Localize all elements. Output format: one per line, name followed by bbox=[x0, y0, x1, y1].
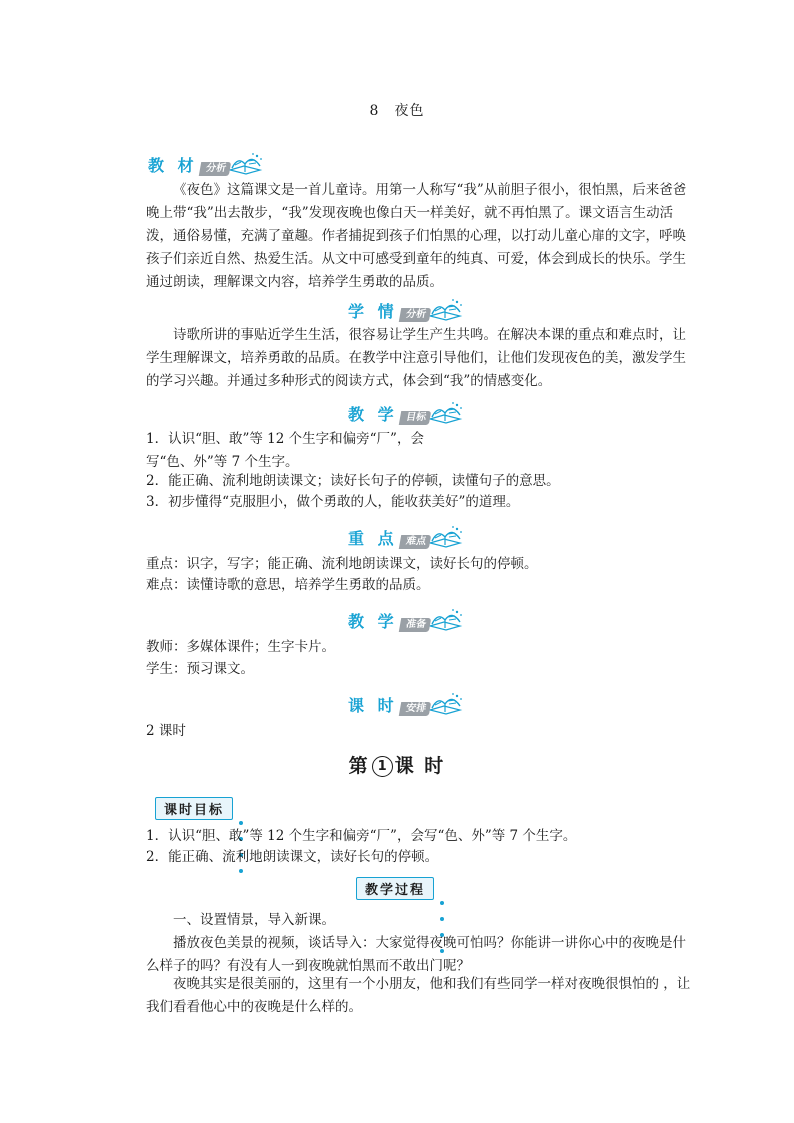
period-goal-line: 2．能正确、流利地朗读课文，读好长句的停顿。 bbox=[146, 849, 439, 865]
section-header-main: 学 情 bbox=[348, 302, 398, 321]
open-book-icon bbox=[426, 399, 466, 425]
section-header-student-analysis bbox=[348, 296, 466, 322]
section-header-textbook-analysis bbox=[148, 150, 266, 176]
section-header-tag: 分析 bbox=[398, 308, 430, 322]
section-header-key-points bbox=[348, 523, 466, 549]
open-book-icon bbox=[426, 690, 466, 716]
teaching-process-label: 教学过程 bbox=[356, 877, 434, 900]
difficulty-line: 难点：读懂诗歌的意思，培养学生勇敢的品质。 bbox=[146, 577, 430, 593]
open-book-icon bbox=[226, 150, 266, 176]
section-header-main: 课 时 bbox=[348, 696, 398, 715]
process-step-heading: 一、设置情景，导入新课。 bbox=[173, 912, 335, 928]
goal-line: 2．能正确、流利地朗读课文；读好长句子的停顿，读懂句子的意思。 bbox=[146, 473, 560, 489]
section-header-main: 教 学 bbox=[348, 405, 398, 424]
teaching-process-header bbox=[356, 877, 434, 900]
section-header-tag: 难点 bbox=[398, 535, 430, 549]
lesson-prefix: 第 bbox=[348, 755, 370, 777]
goal-line: 写“色、外”等 7 个生字。 bbox=[146, 454, 299, 470]
process-paragraph: 播放夜色美景的视频，谈话导入：大家觉得夜晚可怕吗？你能讲一讲你心中的夜晚是什么样子的吗？有没有人一到夜晚就怕黑而不敢出门呢？ bbox=[146, 935, 686, 974]
textbook-analysis-paragraph: 《夜色》这篇课文是一首儿童诗。用第一人称写“我”从前胆子很小，很怕黑，后来爸爸晚上带“我”出去散步，“我”发现夜晚也像白天一样美好，就不再怕黑了。课文语言生动活泼，通俗易懂，充满了童趣。作者捕捉到孩子们怕黑的心理，以打动儿童心扉的文字，呼唤孩子们亲近自然、热爱生活。从文中可感受到童年的纯真、可爱，体会到成长的快乐。学生通过朗读，理解课文内容，培养学生勇敢的品质。 bbox=[146, 182, 687, 290]
section-header-tag: 准备 bbox=[398, 618, 430, 632]
period-goals-label: 课时目标 bbox=[155, 797, 233, 820]
goal-line: 3．初步懂得“克服胆小，做个勇敢的人，能收获美好”的道理。 bbox=[146, 494, 520, 510]
lesson-heading bbox=[0, 751, 794, 778]
lesson-suffix: 课 时 bbox=[394, 755, 446, 777]
open-book-icon bbox=[426, 606, 466, 632]
section-header-preparation bbox=[348, 606, 466, 632]
preparation-line: 学生：预习课文。 bbox=[146, 661, 254, 677]
preparation-line: 教师：多媒体课件；生字卡片。 bbox=[146, 639, 335, 655]
schedule-text: 2 课时 bbox=[146, 723, 186, 739]
lesson-number-circle: 1 bbox=[372, 756, 393, 777]
section-header-main: 教 学 bbox=[348, 612, 398, 631]
key-point-line: 重点：识字，写字；能正确、流利地朗读课文，读好长句的停顿。 bbox=[146, 556, 538, 572]
section-header-main: 教 材 bbox=[148, 156, 198, 175]
open-book-icon bbox=[426, 296, 466, 322]
section-header-tag: 分析 bbox=[198, 162, 230, 176]
section-header-tag: 目标 bbox=[398, 411, 430, 425]
section-header-teaching-goals bbox=[348, 399, 466, 425]
page-title: 8 夜色 bbox=[369, 103, 425, 119]
process-paragraph: 夜晚其实是很美丽的，这里有一个小朋友，他和我们有些同学一样对夜晚很惧怕的 ，让我们看看他心中的夜晚是什么样的。 bbox=[146, 976, 691, 1015]
open-book-icon bbox=[426, 523, 466, 549]
section-header-schedule bbox=[348, 690, 466, 716]
period-goals-header bbox=[155, 797, 233, 820]
period-goal-line: 1．认识“胆、敢”等 12 个生字和偏旁“厂”，会写“色、外”等 7 个生字。 bbox=[146, 828, 577, 844]
student-analysis-paragraph: 诗歌所讲的事贴近学生生活，很容易让学生产生共鸣。在解决本课的重点和难点时，让学生理解课文，培养勇敢的品质。在教学中注意引导他们，让他们发现夜色的美，激发学生的学习兴趣。并通过多种形式的阅读方式，体会到“我”的情感变化。 bbox=[146, 327, 686, 389]
section-header-tag: 安排 bbox=[398, 702, 430, 716]
section-header-main: 重 点 bbox=[348, 529, 398, 548]
goal-line: 1．认识“胆、敢”等 12 个生字和偏旁“厂”，会 bbox=[146, 431, 424, 447]
